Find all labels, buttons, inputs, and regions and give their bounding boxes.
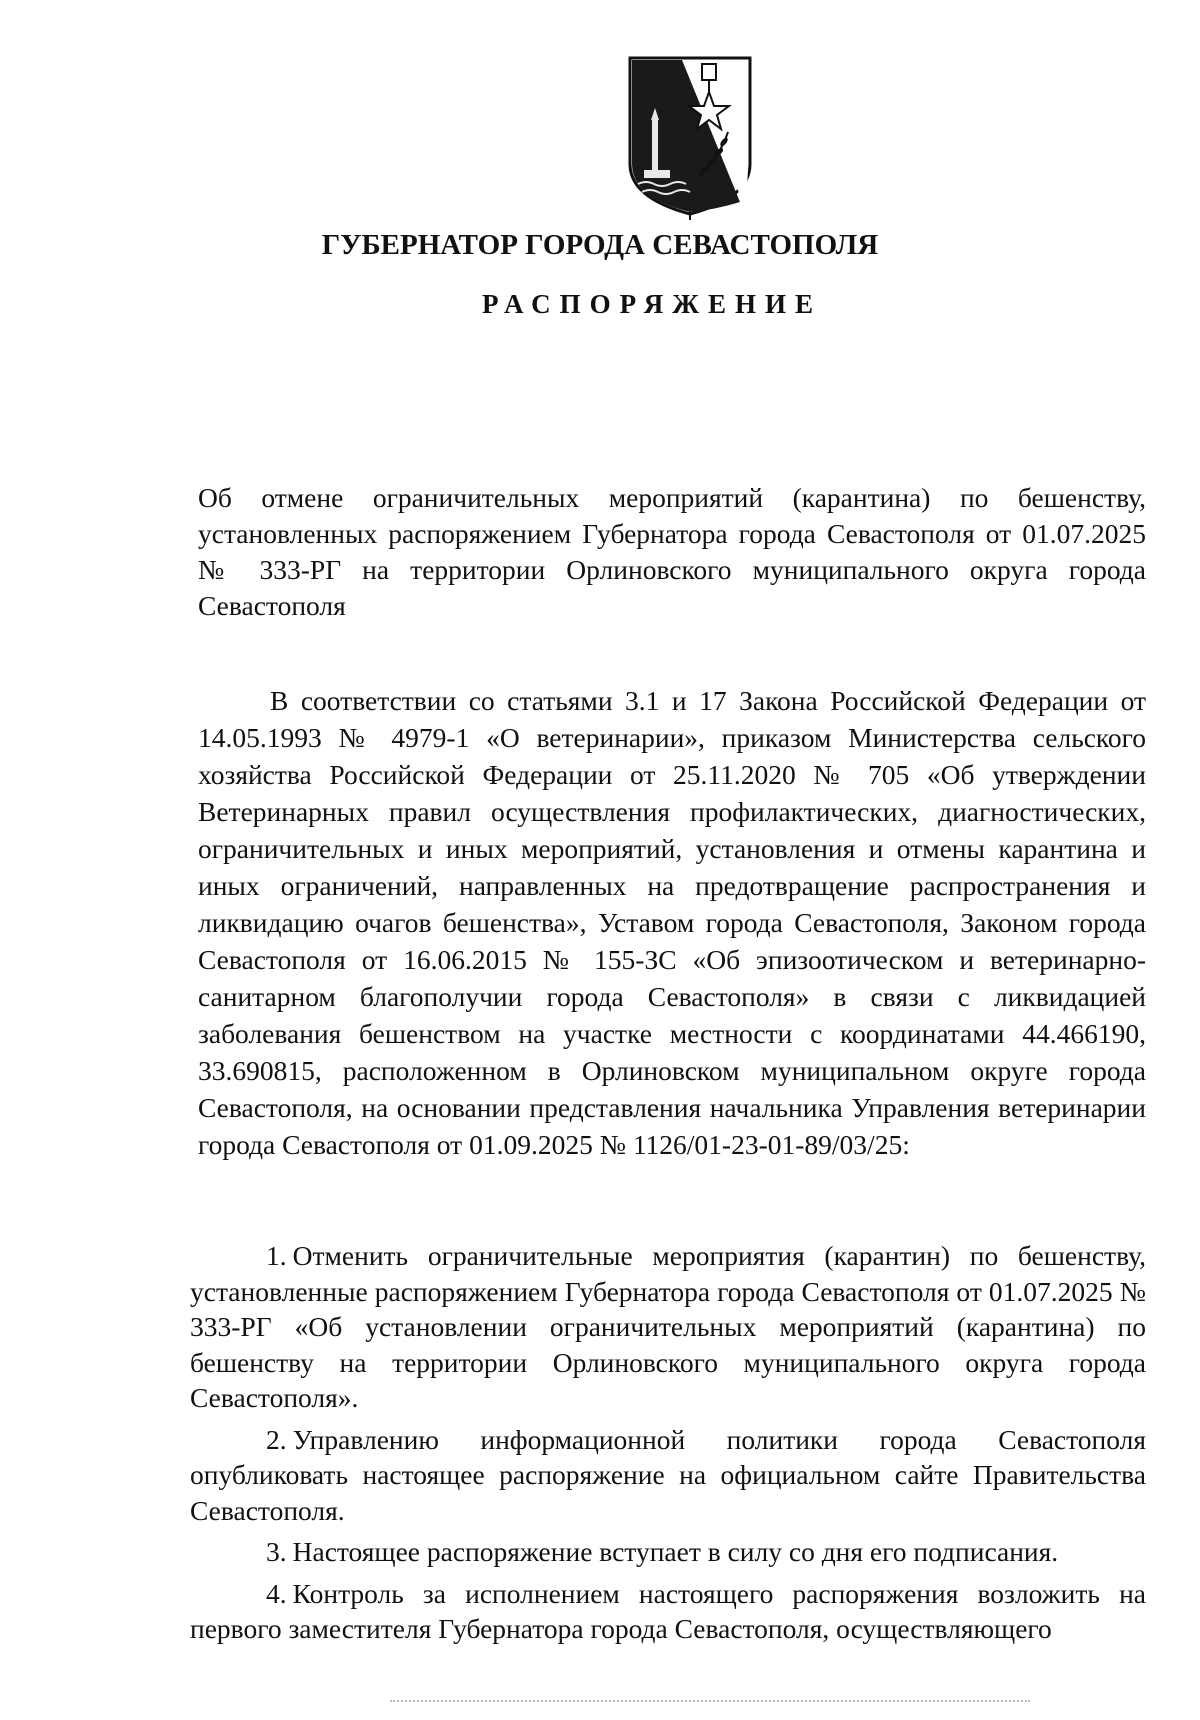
- decree-item-4: [190, 1576, 1146, 1647]
- decree-item-2: [190, 1422, 1146, 1529]
- decree-items: [190, 1238, 1146, 1653]
- item-text: Отменить ограничительные мероприятия (карантин) по бешенству, установленные распоряжением Губернатора города Севастополя от 01.07.2025 № 333-РГ «Об установлении ограничительных мероприятий (карантина) по бешенству на территории Орлиновского муниципального округа города Севастополя».: [190, 1240, 1146, 1413]
- item-text: Контроль за исполнением настоящего распоряжения возложить на первого заместителя Губернатора города Севастополя, осуществляющего: [190, 1577, 1146, 1644]
- item-number: 3.: [266, 1536, 287, 1567]
- document-type-title: РАСПОРЯЖЕНИЕ: [481, 289, 823, 319]
- decree-item-1: [190, 1238, 1146, 1416]
- page-bottom-cutoff: [390, 1700, 1030, 1706]
- item-number: 2.: [266, 1423, 287, 1455]
- item-text: Настоящее распоряжение вступает в силу со дня его подписания.: [292, 1536, 1059, 1567]
- sevastopol-coat-of-arms-icon: [624, 52, 756, 220]
- item-number: 4.: [266, 1577, 287, 1609]
- decree-item-3: [190, 1534, 1146, 1570]
- item-number: 1.: [266, 1240, 287, 1271]
- item-text: Управлению информационной политики города Севастополя опубликовать настоящее распоряжение на официальном сайте Правительства Севастополя.: [190, 1423, 1146, 1526]
- document-preamble: В соответствии со статьями 3.1 и 17 Закона Российской Федерации от 14.05.1993 № 4979-1 «О ветеринарии», приказом Министерства сельского хозяйства Российской Федерации от 25.11.2020 № 705 «Об утверждении Ветеринарных правил осуществления профилактических, диагностических, ограничительных и иных мероприятий, установления и отмены карантина и иных ограничений, направленных на предотвращение распространения и ликвидацию очагов бешенства», Уставом города Севастополя, Законом города Севастополя от 16.06.2015 № 155-ЗС «Об эпизоотическом и ветеринарно-санитарном благополучии города Севастополя» в связи с ликвидацией заболевания бешенством на участке местности с координатами 44.466190, 33.690815, расположенном в Орлиновском муниципальном округе города Севастополя, на основании представления начальника Управления ветеринарии города Севастополя от 01.09.2025 № 1126/01-23-01-89/03/25:: [198, 685, 1146, 1160]
- document-subject: Об отмене ограничительных мероприятий (карантина) по бешенству, установленных распоряжением Губернатора города Севастополя от 01.07.2025 № 333-РГ на территории Орлиновского муниципального округа города Севастополя: [198, 482, 1146, 621]
- issuing-authority: ГУБЕРНАТОР ГОРОДА СЕВАСТОПОЛЯ: [321, 229, 879, 261]
